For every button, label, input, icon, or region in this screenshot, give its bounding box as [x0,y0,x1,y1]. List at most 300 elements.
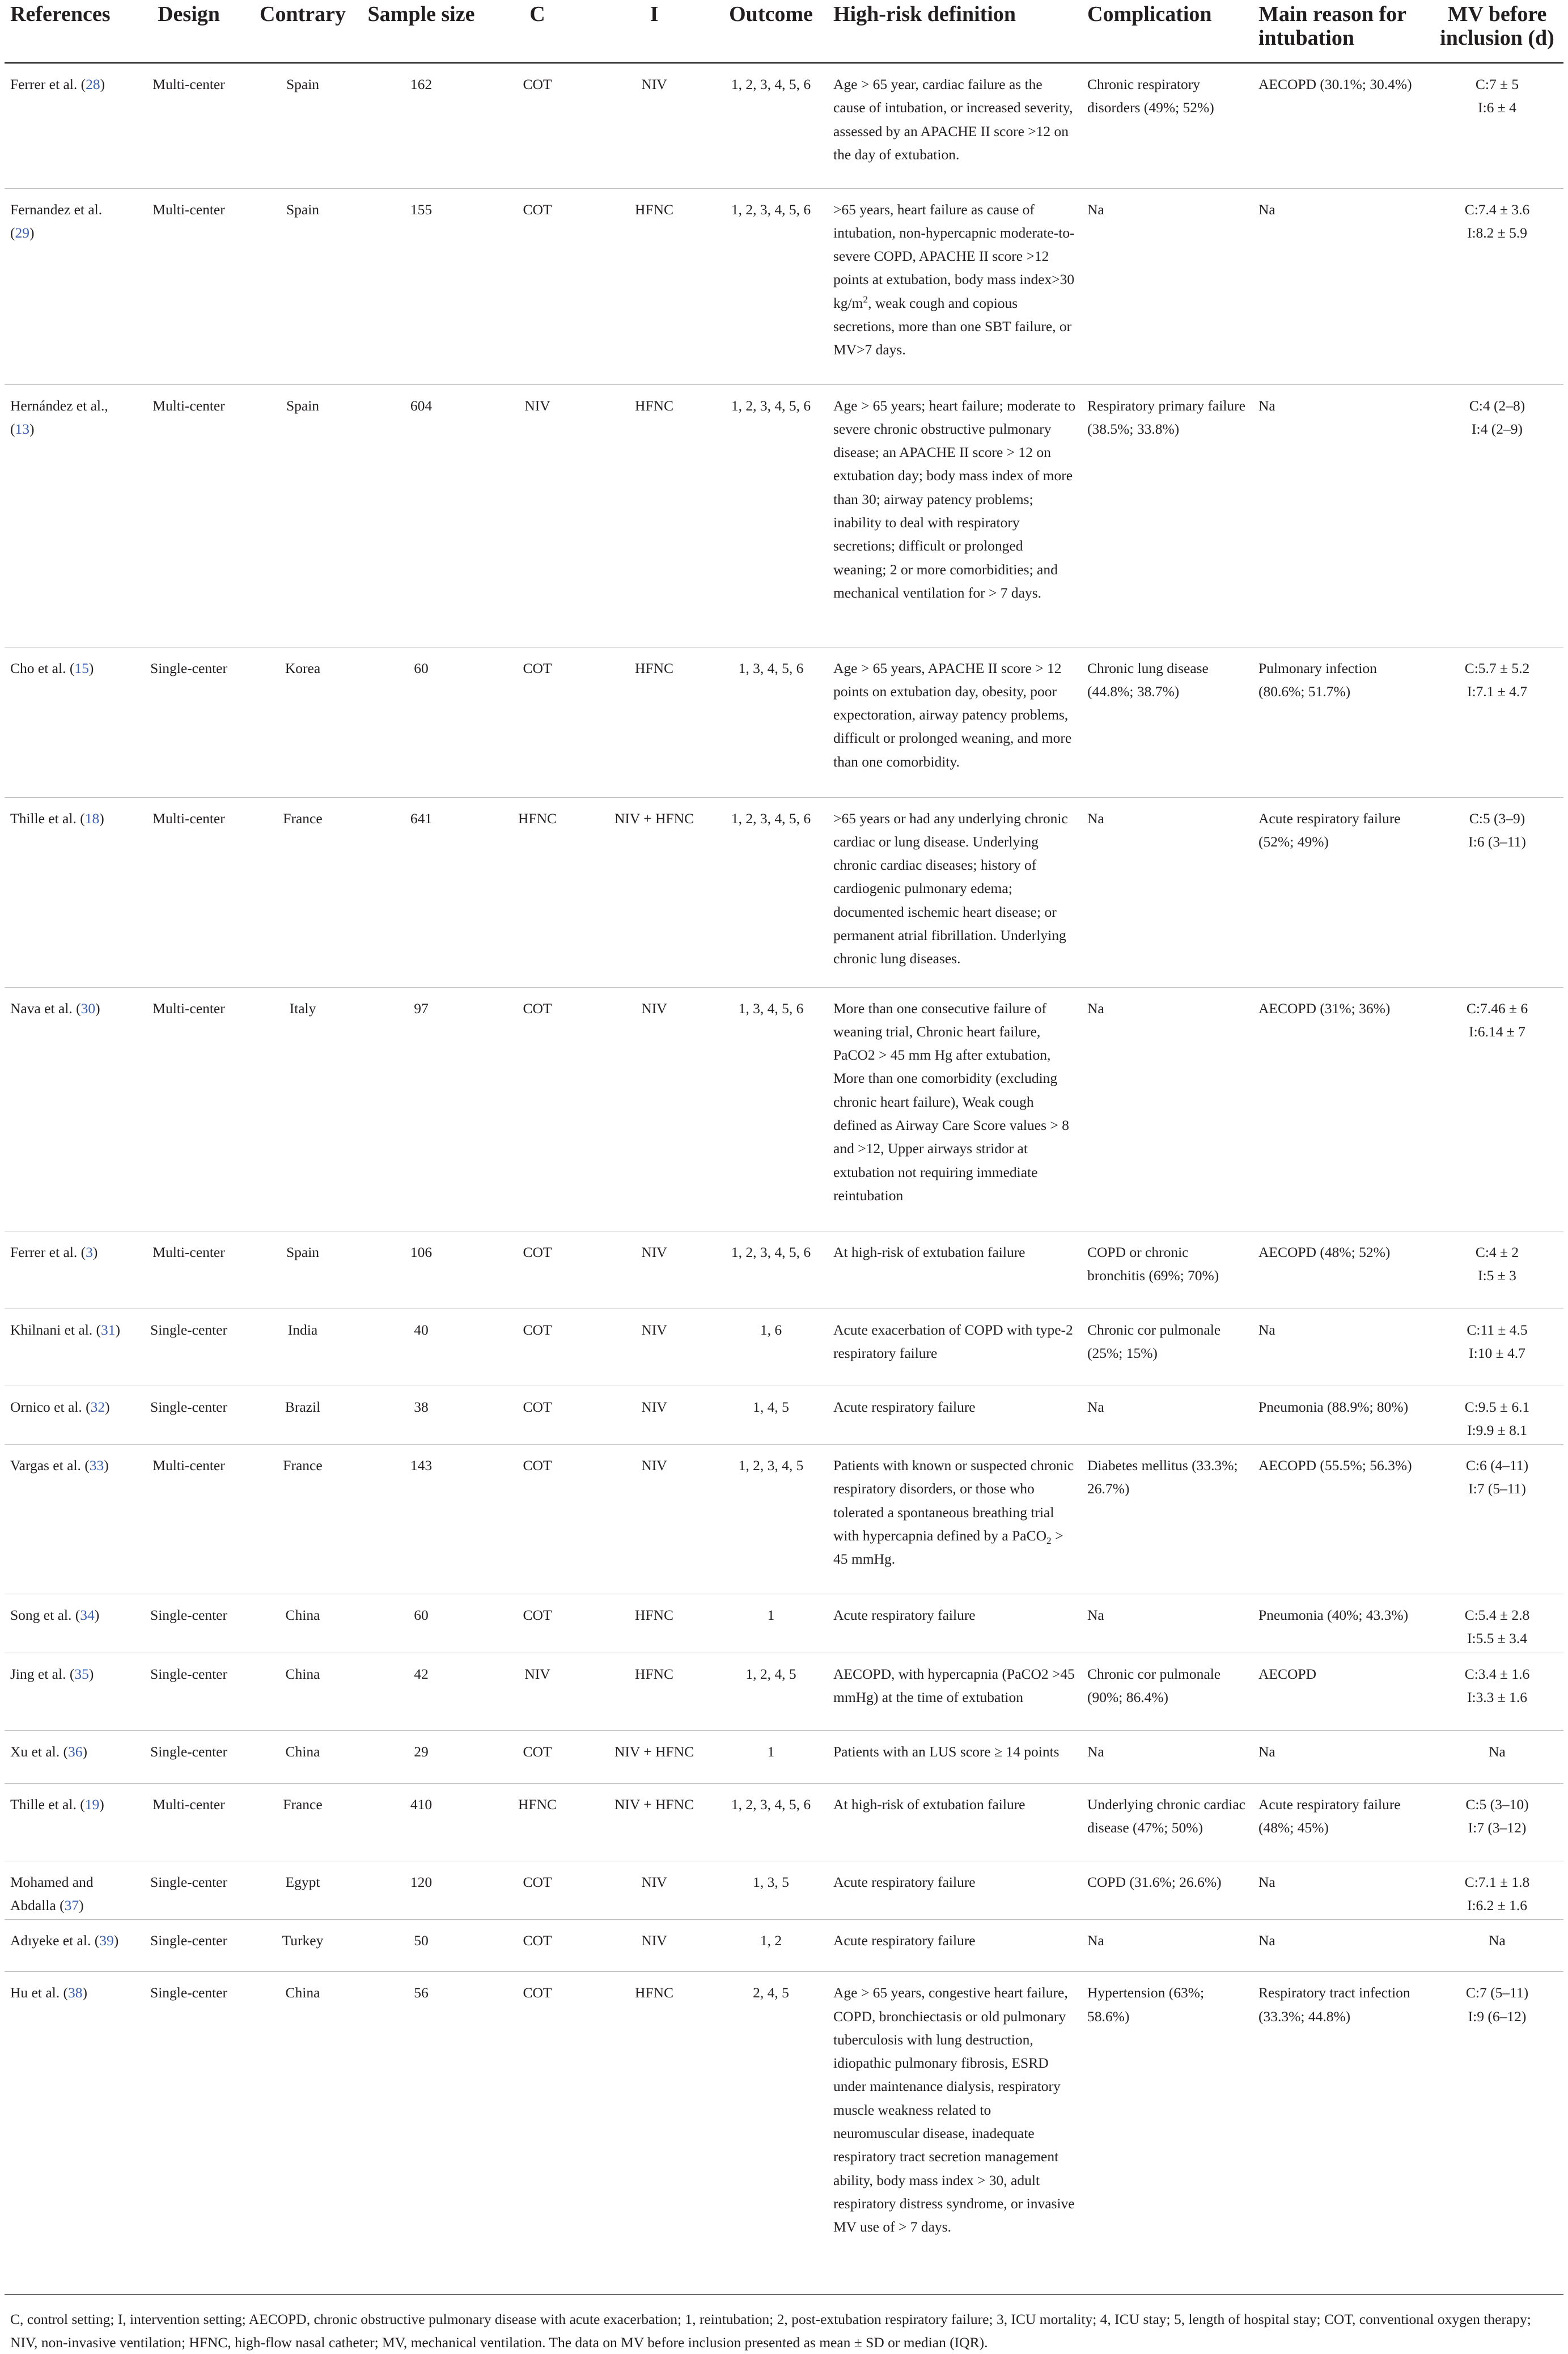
cell-control: HFNC [481,797,594,987]
header-references: References [5,0,134,63]
cell-design: Multi-center [134,384,244,647]
mv-control-value: C:6 (4–11) [1465,1457,1529,1474]
cell-mv-before-inclusion [1431,1594,1563,1653]
cell-intervention: HFNC [594,647,714,797]
table-row [5,797,1563,987]
mv-intervention-value: I:7 (5–11) [1468,1480,1526,1497]
cell-sample-size: 42 [362,1653,481,1730]
cell-main-reason: Na [1253,1309,1431,1386]
cell-country: China [244,1972,362,2295]
cell-outcome: 1, 3, 5 [714,1861,828,1920]
cell-control: COT [481,1309,594,1386]
mv-intervention-value: I:6 ± 4 [1478,99,1516,116]
cell-main-reason: AECOPD (30.1%; 30.4%) [1253,63,1431,188]
reference-close: ) [29,420,35,437]
citation-link[interactable]: 3 [86,1243,93,1260]
cell-high-risk-definition: Age > 65 years, congestive heart failure, COPD, bronchiectasis or old pulmonary tuberculosis with lung destruction, idiopathic pulmonary fibrosis, ESRD under maintenance dialysis, respiratory muscle weakness related to neuromuscular disease, inadequate respiratory tract secretion management ability, body mass index > 30, adult respiratory distress syndrome, or invasive MV use of > 7 days. [828,1972,1082,2295]
mv-intervention-value: I:7 (3–12) [1468,1819,1527,1836]
cell-outcome: 1, 2, 3, 4, 5, 6 [714,797,828,987]
cell-high-risk-definition: Age > 65 years; heart failure; moderate to severe chronic obstructive pulmonary disease; an APACHE II score > 12 on extubation day; body mass index of more than 30; airway patency problems; inability to deal with respiratory secretions; difficult or prolonged weaning; 2 or more comorbidities; and mechanical ventilation for > 7 days. [828,384,1082,647]
cell-outcome: 1, 2, 4, 5 [714,1653,828,1730]
cell-control: COT [481,1594,594,1653]
cell-complication: Chronic lung disease (44.8%; 38.7%) [1082,647,1253,797]
cell-design: Single-center [134,647,244,797]
table-row [5,1783,1563,1861]
cell-country: Spain [244,1231,362,1309]
cell-sample-size: 29 [362,1730,481,1783]
reference-author: Mohamed and Abdalla ( [10,1873,94,1913]
cell-sample-size: 40 [362,1309,481,1386]
cell-design: Multi-center [134,188,244,384]
cell-country: Turkey [244,1920,362,1972]
cell-intervention: NIV [594,987,714,1231]
cell-complication: Chronic cor pulmonale (90%; 86.4%) [1082,1653,1253,1730]
cell-outcome: 1, 3, 4, 5, 6 [714,647,828,797]
cell-outcome: 1, 6 [714,1309,828,1386]
header-sample-size: Sample size [362,0,481,63]
reference-close: ) [95,1000,100,1017]
cell-country: Egypt [244,1861,362,1920]
mv-control-value: C:7.1 ± 1.8 [1464,1873,1530,1890]
reference-close: ) [82,1743,87,1760]
cell-mv-before-inclusion [1431,188,1563,384]
cell-complication: Diabetes mellitus (33.3%; 26.7%) [1082,1445,1253,1594]
cell-high-risk-definition: Age > 65 year, cardiac failure as the cause of intubation, or increased severity, assessed by an APACHE II score >12 on the day of extubation. [828,63,1082,188]
table-row [5,647,1563,797]
citation-link[interactable]: 31 [101,1321,116,1338]
table-row [5,188,1563,384]
cell-design: Single-center [134,1730,244,1783]
cell-sample-size: 56 [362,1972,481,2295]
cell-complication: Chronic cor pulmonale (25%; 15%) [1082,1309,1253,1386]
cell-reference [5,384,134,647]
cell-country: India [244,1309,362,1386]
cell-sample-size: 60 [362,647,481,797]
cell-complication: Na [1082,1920,1253,1972]
cell-mv-before-inclusion [1431,1445,1563,1594]
cell-country: Spain [244,188,362,384]
cell-mv-before-inclusion [1431,1920,1563,1972]
reference-close: ) [105,1398,110,1415]
mv-intervention-value: I:9 (6–12) [1468,2008,1527,2025]
cell-high-risk-definition: At high-risk of extubation failure [828,1231,1082,1309]
mv-control-value: Na [1489,1743,1506,1760]
cell-intervention: HFNC [594,1653,714,1730]
cell-country: Korea [244,647,362,797]
cell-main-reason: Acute respiratory failure (48%; 45%) [1253,1783,1431,1861]
reference-author: Ferrer et al. ( [10,1243,86,1260]
table-body [5,63,1563,2295]
header-row [5,0,1563,63]
cell-design: Multi-center [134,987,244,1231]
mv-intervention-value: I:5.5 ± 3.4 [1467,1630,1528,1647]
cell-high-risk-definition: Acute respiratory failure [828,1920,1082,1972]
cell-main-reason: AECOPD (48%; 52%) [1253,1231,1431,1309]
cell-country: China [244,1730,362,1783]
cell-mv-before-inclusion [1431,1730,1563,1783]
cell-complication: Underlying chronic cardiac disease (47%; 50%) [1082,1783,1253,1861]
cell-reference [5,1783,134,1861]
cell-design: Multi-center [134,63,244,188]
cell-reference [5,1730,134,1783]
cell-high-risk-definition: AECOPD, with hypercapnia (PaCO2 >45 mmHg) at the time of extubation [828,1653,1082,1730]
cell-sample-size: 97 [362,987,481,1231]
cell-reference [5,1861,134,1920]
mv-control-value: C:9.5 ± 6.1 [1464,1398,1530,1415]
cell-mv-before-inclusion [1431,987,1563,1231]
cell-sample-size: 60 [362,1594,481,1653]
cell-country: France [244,1783,362,1861]
cell-high-risk-definition: Acute respiratory failure [828,1594,1082,1653]
cell-intervention: NIV + HFNC [594,797,714,987]
cell-control: COT [481,1861,594,1920]
header-main-reason: Main reason for intubation [1253,0,1431,63]
cell-control: COT [481,1730,594,1783]
cell-mv-before-inclusion [1431,1972,1563,2295]
cell-intervention: HFNC [594,188,714,384]
cell-sample-size: 106 [362,1231,481,1309]
cell-design: Single-center [134,1594,244,1653]
cell-intervention: NIV [594,1445,714,1594]
risk-text: , weak cough and copious secretions, more than one SBT failure, or MV>7 days. [833,294,1072,358]
reference-close: ) [92,1243,98,1260]
cell-control: COT [481,188,594,384]
reference-close: ) [99,1796,104,1813]
table-row [5,1309,1563,1386]
cell-main-reason: Na [1253,1730,1431,1783]
cell-high-risk-definition: More than one consecutive failure of weaning trial, Chronic heart failure, PaCO2 > 45 mm Hg after extubation, More than one comorbidity (excluding chronic heart failure), Weak cough defined as Airway Care Score values > 8 and >12, Upper airways stridor at extubation not requiring immediate reintubation [828,987,1082,1231]
cell-outcome: 1, 2, 3, 4, 5, 6 [714,63,828,188]
cell-main-reason: Na [1253,1920,1431,1972]
cell-complication: COPD (31.6%; 26.6%) [1082,1861,1253,1920]
citation-link[interactable]: 35 [74,1665,89,1682]
cell-reference [5,188,134,384]
table-row [5,384,1563,647]
cell-outcome: 1, 2, 3, 4, 5, 6 [714,1783,828,1861]
mv-intervention-value: I:10 ± 4.7 [1469,1344,1525,1361]
reference-author: Jing et al. ( [10,1665,75,1682]
reference-close: ) [113,1932,119,1949]
mv-intervention-value: I:6 (3–11) [1468,833,1526,850]
reference-close: ) [79,1896,84,1913]
cell-reference [5,1653,134,1730]
mv-intervention-value: I:5 ± 3 [1478,1267,1516,1284]
header-intervention: I [594,0,714,63]
cell-high-risk-definition [828,1445,1082,1594]
table-row [5,1386,1563,1445]
cell-intervention: HFNC [594,1594,714,1653]
citation-link[interactable]: 36 [67,1743,83,1760]
cell-sample-size: 155 [362,188,481,384]
reference-author: Ferrer et al. ( [10,76,86,92]
cell-complication: Hypertension (63%; 58.6%) [1082,1972,1253,2295]
header-design: Design [134,0,244,63]
cell-complication: Chronic respiratory disorders (49%; 52%) [1082,63,1253,188]
reference-close: ) [88,1665,94,1682]
cell-sample-size: 604 [362,384,481,647]
cell-intervention: NIV + HFNC [594,1730,714,1783]
cell-main-reason: AECOPD (31%; 36%) [1253,987,1431,1231]
cell-outcome: 1, 2, 3, 4, 5, 6 [714,188,828,384]
cell-sample-size: 38 [362,1386,481,1445]
cell-high-risk-definition: >65 years or had any underlying chronic cardiac or lung disease. Underlying chronic cardiac diseases; history of cardiogenic pulmonary edema; documented ischemic heart disease; or permanent atrial fibrillation. Underlying chronic lung diseases. [828,797,1082,987]
cell-design: Single-center [134,1861,244,1920]
cell-outcome: 1, 2, 3, 4, 5, 6 [714,384,828,647]
cell-main-reason: Na [1253,188,1431,384]
cell-design: Single-center [134,1920,244,1972]
cell-main-reason: Pulmonary infection (80.6%; 51.7%) [1253,647,1431,797]
mv-control-value: C:7 ± 5 [1475,76,1519,92]
mv-control-value: C:3.4 ± 1.6 [1464,1665,1530,1682]
cell-reference [5,1594,134,1653]
mv-intervention-value: I:3.3 ± 1.6 [1467,1688,1528,1705]
cell-mv-before-inclusion [1431,1231,1563,1309]
reference-author: Song et al. ( [10,1607,80,1624]
cell-main-reason: Na [1253,1861,1431,1920]
cell-intervention: NIV [594,1920,714,1972]
cell-mv-before-inclusion [1431,647,1563,797]
cell-reference [5,987,134,1231]
cell-main-reason: Acute respiratory failure (52%; 49%) [1253,797,1431,987]
cell-outcome: 1, 2, 3, 4, 5, 6 [714,1231,828,1309]
risk-text: > 45 mmHg. [833,1527,1063,1568]
cell-reference [5,1445,134,1594]
mv-control-value: C:5.4 ± 2.8 [1464,1607,1530,1624]
cell-control: COT [481,1972,594,2295]
mv-control-value: C:7.4 ± 3.6 [1464,201,1530,218]
mv-control-value: C:5 (3–9) [1469,810,1525,827]
cell-intervention: NIV [594,1386,714,1445]
table-row [5,1653,1563,1730]
header-complication: Complication [1082,0,1253,63]
citation-link[interactable]: 33 [89,1457,104,1474]
superscript: 2 [863,294,868,305]
mv-control-value: C:7.46 ± 6 [1466,1000,1528,1017]
cell-country: Italy [244,987,362,1231]
cell-design: Multi-center [134,1783,244,1861]
cell-design: Single-center [134,1972,244,2295]
cell-intervention: NIV + HFNC [594,1783,714,1861]
cell-country: France [244,1445,362,1594]
cell-high-risk-definition: At high-risk of extubation failure [828,1783,1082,1861]
cell-outcome: 1 [714,1594,828,1653]
reference-close: ) [99,810,104,827]
reference-author: Khilnani et al. ( [10,1321,101,1338]
header-high-risk-definition: High-risk definition [828,0,1082,63]
header-mv-before-inclusion: MV before inclusion (d) [1431,0,1563,63]
cell-outcome: 2, 4, 5 [714,1972,828,2295]
reference-author: Ornico et al. ( [10,1398,91,1415]
mv-control-value: C:11 ± 4.5 [1467,1321,1528,1338]
cell-country: Brazil [244,1386,362,1445]
mv-control-value: Na [1489,1932,1506,1949]
cell-control: COT [481,1231,594,1309]
reference-author: Nava et al. ( [10,1000,81,1017]
mv-intervention-value: I:9.9 ± 8.1 [1467,1421,1528,1438]
citation-link[interactable]: 39 [99,1932,114,1949]
cell-mv-before-inclusion [1431,1653,1563,1730]
cell-sample-size: 162 [362,63,481,188]
cell-reference [5,1386,134,1445]
cell-sample-size: 143 [362,1445,481,1594]
cell-reference [5,1231,134,1309]
citation-link[interactable]: 28 [86,76,100,92]
header-outcome: Outcome [714,0,828,63]
reference-author: Fernandez et al. ( [10,201,103,241]
mv-control-value: C:5 (3–10) [1465,1796,1529,1813]
cell-high-risk-definition: Acute respiratory failure [828,1386,1082,1445]
mv-control-value: C:7 (5–11) [1465,1984,1529,2001]
cell-complication: Na [1082,987,1253,1231]
citation-link[interactable]: 19 [84,1796,100,1813]
reference-author: Thille et al. ( [10,1796,85,1813]
cell-mv-before-inclusion [1431,797,1563,987]
cell-intervention: NIV [594,63,714,188]
cell-reference [5,797,134,987]
cell-main-reason: AECOPD (55.5%; 56.3%) [1253,1445,1431,1594]
reference-close: ) [29,224,35,241]
cell-intervention: NIV [594,1231,714,1309]
cell-reference [5,1972,134,2295]
citation-link[interactable]: 30 [80,1000,96,1017]
cell-high-risk-definition: Patients with an LUS score ≥ 14 points [828,1730,1082,1783]
reference-close: ) [94,1607,100,1624]
cell-mv-before-inclusion [1431,1309,1563,1386]
cell-design: Multi-center [134,797,244,987]
cell-country: France [244,797,362,987]
cell-outcome: 1, 3, 4, 5, 6 [714,987,828,1231]
header-control: C [481,0,594,63]
cell-mv-before-inclusion [1431,63,1563,188]
cell-reference [5,63,134,188]
citation-link[interactable]: 32 [90,1398,105,1415]
cell-mv-before-inclusion [1431,1861,1563,1920]
cell-high-risk-definition: Acute respiratory failure [828,1861,1082,1920]
table-row [5,1231,1563,1309]
cell-sample-size: 120 [362,1861,481,1920]
citation-link[interactable]: 38 [67,1984,83,2001]
reference-author: Hernández et al., ( [10,397,108,437]
cell-main-reason: Pneumonia (40%; 43.3%) [1253,1594,1431,1653]
cell-complication: Na [1082,1386,1253,1445]
cell-sample-size: 50 [362,1920,481,1972]
cell-high-risk-definition: Age > 65 years, APACHE II score > 12 points on extubation day, obesity, poor expectoration, airway patency problems, difficult or prolonged weaning, and more than one comorbidity. [828,647,1082,797]
table-footnote: C, control setting; I, intervention setting; AECOPD, chronic obstructive pulmonary disease with acute exacerbation; 1, reintubation; 2, post-extubation respiratory failure; 3, ICU mortality; 4, ICU stay; 5, length of hospital stay; COT, conventional oxygen therapy; NIV, non-invasive ventilation; HFNC, high-flow nasal catheter; MV, mechanical ventilation. The data on MV before inclusion presented as mean ± SD or median (IQR). [10,2311,1531,2351]
cell-design: Single-center [134,1309,244,1386]
table-row [5,1861,1563,1920]
mv-intervention-value: I:6.2 ± 1.6 [1467,1896,1528,1913]
risk-text: >65 years, heart failure as cause of intubation, non-hypercapnic moderate-to-severe COPD, APACHE II score >12 points at extubation, body mass index>30 kg/m [833,201,1075,311]
cell-main-reason: Respiratory tract infection (33.3%; 44.8%) [1253,1972,1431,2295]
citation-link[interactable]: 37 [64,1896,79,1913]
reference-author: Xu et al. ( [10,1743,68,1760]
mv-control-value: C:4 (2–8) [1469,397,1525,414]
cell-high-risk-definition [828,188,1082,384]
cell-design: Single-center [134,1386,244,1445]
cell-main-reason: AECOPD [1253,1653,1431,1730]
table-row [5,987,1563,1231]
citation-link[interactable]: 18 [84,810,100,827]
cell-country: China [244,1653,362,1730]
citation-link[interactable]: 29 [15,224,29,241]
cell-mv-before-inclusion [1431,384,1563,647]
reference-close: ) [115,1321,121,1338]
cell-high-risk-definition: Acute exacerbation of COPD with type-2 respiratory failure [828,1309,1082,1386]
subscript: 2 [1046,1535,1052,1547]
cell-design: Multi-center [134,1231,244,1309]
reference-close: ) [88,659,94,676]
cell-reference [5,1309,134,1386]
reference-close: ) [100,76,105,92]
cell-country: China [244,1594,362,1653]
reference-close: ) [104,1457,109,1474]
cell-complication: COPD or chronic bronchitis (69%; 70%) [1082,1231,1253,1309]
cell-sample-size: 641 [362,797,481,987]
cell-design: Multi-center [134,1445,244,1594]
cell-reference [5,647,134,797]
mv-intervention-value: I:6.14 ± 7 [1469,1023,1525,1040]
cell-complication: Respiratory primary failure (38.5%; 33.8%) [1082,384,1253,647]
cell-outcome: 1, 2, 3, 4, 5 [714,1445,828,1594]
reference-close: ) [82,1984,87,2001]
cell-mv-before-inclusion [1431,1783,1563,1861]
mv-intervention-value: I:7.1 ± 4.7 [1467,683,1528,700]
mv-control-value: C:4 ± 2 [1475,1243,1519,1260]
cell-complication: Na [1082,1730,1253,1783]
cell-control: COT [481,647,594,797]
cell-main-reason: Pneumonia (88.9%; 80%) [1253,1386,1431,1445]
cell-control: HFNC [481,1783,594,1861]
cell-intervention: NIV [594,1861,714,1920]
citation-link[interactable]: 34 [80,1607,95,1624]
table-row [5,1920,1563,1972]
cell-control: COT [481,987,594,1231]
cell-country: Spain [244,384,362,647]
cell-control: NIV [481,384,594,647]
cell-complication: Na [1082,1594,1253,1653]
cell-reference [5,1920,134,1972]
cell-intervention: HFNC [594,384,714,647]
reference-author: Hu et al. ( [10,1984,68,2001]
risk-text: Patients with known or suspected chronic respiratory disorders, or those who tolerated a spontaneous breathing trial with hypercapnia defined by a PaCO [833,1457,1074,1544]
cell-outcome: 1, 2 [714,1920,828,1972]
table-row [5,1445,1563,1594]
reference-author: Vargas et al. ( [10,1457,90,1474]
studies-table [5,0,1563,2295]
header-contrary: Contrary [244,0,362,63]
cell-control: COT [481,63,594,188]
cell-complication: Na [1082,797,1253,987]
citation-link[interactable]: 15 [74,659,89,676]
table-row [5,1972,1563,2295]
table-row [5,1730,1563,1783]
reference-author: Thille et al. ( [10,810,85,827]
cell-outcome: 1 [714,1730,828,1783]
mv-intervention-value: I:8.2 ± 5.9 [1467,224,1528,241]
cell-main-reason: Na [1253,384,1431,647]
cell-intervention: NIV [594,1309,714,1386]
cell-complication: Na [1082,188,1253,384]
citation-link[interactable]: 13 [15,420,29,437]
table-row [5,63,1563,188]
cell-control: NIV [481,1653,594,1730]
cell-country: Spain [244,63,362,188]
mv-intervention-value: I:4 (2–9) [1472,420,1523,437]
reference-author: Adıyeke et al. ( [10,1932,100,1949]
mv-control-value: C:5.7 ± 5.2 [1464,659,1530,676]
cell-control: COT [481,1386,594,1445]
cell-control: COT [481,1445,594,1594]
